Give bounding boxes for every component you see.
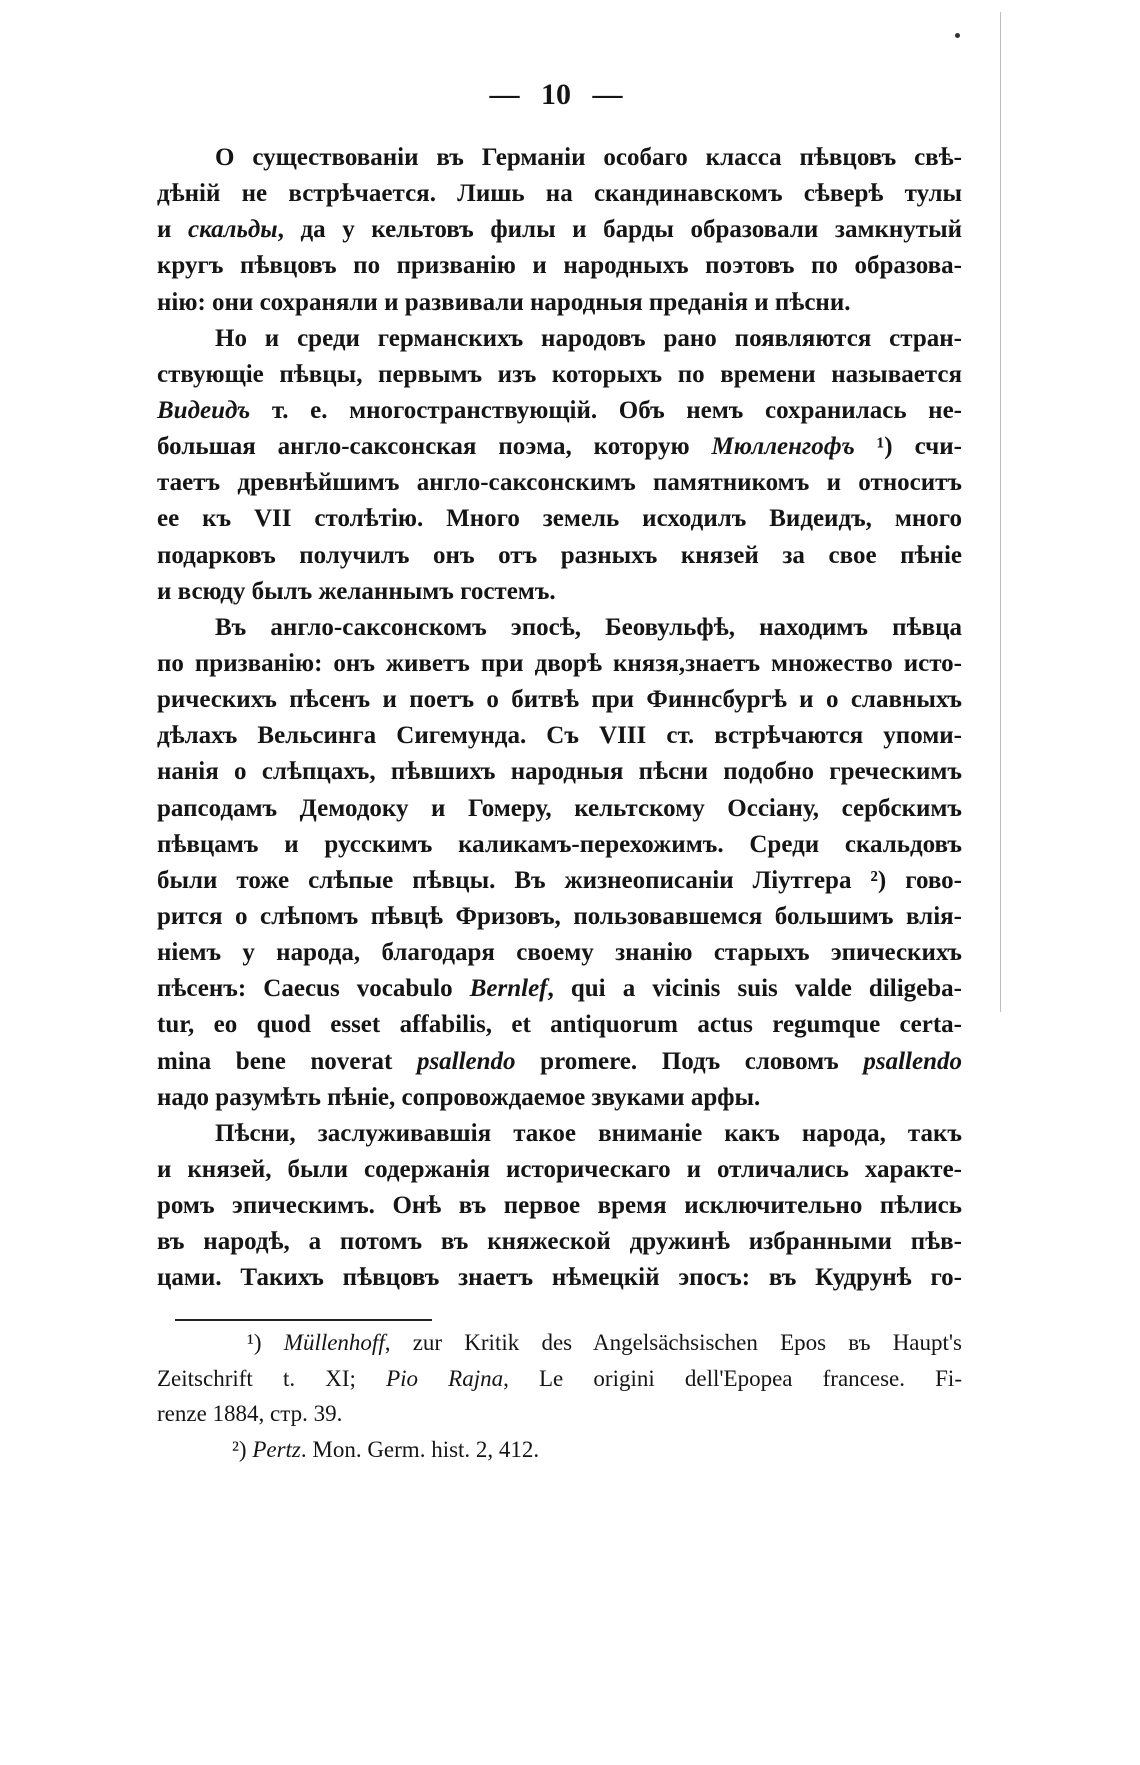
- text-line: [157, 285, 962, 321]
- footnote-line: [157, 1396, 962, 1432]
- text-segment: Пѣсни, заслуживавшія такое вниманіе какъ народа, такъ: [215, 1119, 962, 1147]
- text-segment: , да у кельтовъ филы и барды образовали замкнутый: [277, 216, 962, 244]
- italic-text: Pio Rajna: [386, 1365, 504, 1391]
- text-line: [157, 357, 962, 393]
- footnote-line: [157, 1432, 962, 1468]
- footnote: [157, 1432, 962, 1468]
- text-line: [157, 754, 962, 790]
- text-segment: нію: они сохраняли и развивали народныя преданія и пѣсни.: [157, 288, 851, 316]
- text-line: [157, 610, 962, 646]
- scan-speck: [955, 33, 960, 38]
- text-segment: т. е. многостранствующій. Объ немъ сохранилась не-: [250, 396, 962, 424]
- text-segment: promere. Подъ словомъ: [515, 1047, 864, 1075]
- text-segment: пѣсенъ: Caecus vocabulo: [157, 975, 470, 1003]
- text-segment: Zeitschrift t. XI;: [157, 1365, 387, 1391]
- text-line: [157, 646, 962, 682]
- text-line: [157, 574, 962, 610]
- text-segment: ромъ эпическимъ. Онѣ въ первое время исключительно пѣлись: [157, 1192, 962, 1220]
- text-segment: , zur Kritik des Angelsächsischen Epos въ Haupt's: [384, 1330, 962, 1355]
- text-line: [157, 935, 962, 971]
- text-segment: и князей, были содержанія историческаго и отличались характе-: [157, 1155, 962, 1183]
- text-segment: , Le origini dell'Epopea francese. Fi-: [503, 1365, 962, 1391]
- text-segment: рится о слѣпомъ пѣвцѣ Фризовъ, пользовавшемся большимъ влія-: [157, 902, 962, 930]
- footnote-line: [157, 1325, 962, 1361]
- footnote-marker: ²): [232, 1437, 253, 1463]
- italic-text: Мюлленгофъ: [711, 433, 855, 461]
- text-segment: и: [157, 216, 188, 244]
- text-line: [157, 899, 962, 935]
- text-line: [157, 393, 962, 429]
- text-segment: по призванію: онъ живетъ при дворѣ князя,знаетъ множество исто-: [157, 649, 962, 677]
- text-line: [157, 465, 962, 501]
- text-segment: . Mon. Germ. hist. 2, 412.: [300, 1437, 540, 1463]
- body-text: [157, 140, 962, 1297]
- text-segment: , qui a vicinis suis valde diligeba-: [547, 975, 962, 1003]
- footnote-ref: ¹) счи-: [854, 433, 962, 461]
- text-line: [157, 718, 962, 754]
- text-line: [157, 140, 962, 176]
- paragraph: [157, 321, 962, 610]
- text-line: [157, 1188, 962, 1224]
- footnotes: [157, 1325, 962, 1468]
- text-segment: О существованіи въ Германіи особаго класса пѣвцовъ свѣ-: [215, 144, 962, 171]
- text-line: [157, 971, 962, 1007]
- footnote-separator: [175, 1319, 432, 1321]
- text-segment: рапсодамъ Демодоку и Гомеру, кельтскому Оссіану, сербскимъ: [157, 794, 962, 822]
- text-segment: дѣлахъ Вельсинга Сигемунда. Съ VIII ст. встрѣчаются упоми-: [157, 722, 962, 750]
- text-line: [157, 1224, 962, 1260]
- italic-text: Bernlef: [469, 975, 548, 1003]
- text-segment: и всюду былъ желаннымъ гостемъ.: [157, 577, 556, 605]
- italic-text: psallendo: [416, 1047, 516, 1075]
- text-line: [157, 321, 962, 357]
- text-line: [157, 429, 962, 465]
- italic-text: Видеидъ: [157, 396, 251, 424]
- scan-edge-line: [1000, 12, 1001, 1012]
- italic-text: psallendo: [863, 1047, 962, 1075]
- text-segment: цами. Такихъ пѣвцовъ знаетъ нѣмецкій эпосъ: въ Кудрунѣ го-: [157, 1264, 962, 1292]
- footnote: [157, 1325, 962, 1432]
- footnote-marker: ¹): [247, 1330, 284, 1355]
- text-segment: пѣвцамъ и русскимъ каликамъ-перехожимъ. Среди скальдовъ: [157, 830, 962, 858]
- italic-text: Pertz: [252, 1437, 301, 1463]
- text-line: [157, 1044, 962, 1080]
- italic-text: скальды: [188, 216, 278, 244]
- paragraph: [157, 610, 962, 1116]
- text-segment: дѣній не встрѣчается. Лишь на скандинавскомъ сѣверѣ тулы: [157, 180, 962, 208]
- text-line: [157, 538, 962, 574]
- text-segment: большая англо-саксонская поэма, которую: [157, 433, 712, 461]
- text-line: [157, 1152, 962, 1188]
- text-line: [157, 1116, 962, 1152]
- text-segment: были тоже слѣпые пѣвцы. Въ жизнеописаніи Ліутгера ²) гово-: [157, 866, 962, 894]
- text-segment: ствующіе пѣвцы, первымъ изъ которыхъ по времени называется: [157, 360, 962, 388]
- text-segment: нанія о слѣпцахъ, пѣвшихъ народныя пѣсни подобно греческимъ: [157, 758, 962, 786]
- text-line: [157, 827, 962, 863]
- text-line: [157, 501, 962, 537]
- text-line: [157, 863, 962, 899]
- paragraph: [157, 140, 962, 321]
- text-line: [157, 176, 962, 212]
- text-line: [157, 248, 962, 284]
- text-segment: ніемъ у народа, благодаря своему знанію старыхъ эпическихъ: [157, 939, 962, 967]
- text-line: [157, 1260, 962, 1296]
- paragraph: [157, 1116, 962, 1297]
- text-segment: таетъ древнѣйшимъ англо-саксонскимъ памятникомъ и относитъ: [157, 469, 962, 497]
- text-segment: Въ англо-саксонскомъ эпосѣ, Беовульфѣ, находимъ пѣвца: [215, 613, 962, 641]
- text-segment: ее къ VII столѣтію. Много земель исходилъ Видеидъ, много: [157, 505, 962, 533]
- text-line: [157, 682, 962, 718]
- text-line: [157, 791, 962, 827]
- text-segment: подарковъ получилъ онъ отъ разныхъ князей за свое пѣніе: [157, 541, 962, 569]
- text-segment: tur, eo quod esset affabilis, et antiquorum actus regumque certa-: [157, 1011, 962, 1039]
- text-segment: renze 1884, стр. 39.: [157, 1401, 343, 1427]
- text-segment: въ народѣ, а потомъ въ княжеской дружинѣ избранными пѣв-: [157, 1228, 962, 1256]
- text-segment: Но и среди германскихъ народовъ рано появляются стран-: [215, 324, 962, 352]
- page-number: — 10 —: [489, 78, 623, 111]
- italic-text: Müllenhoff: [283, 1330, 385, 1355]
- text-segment: надо разумѣть пѣніе, сопровождаемое звуками арфы.: [157, 1083, 761, 1111]
- text-segment: mina bene noverat: [157, 1047, 417, 1075]
- text-line: [157, 1007, 962, 1043]
- footnote-line: [157, 1361, 962, 1397]
- text-segment: кругъ пѣвцовъ по призванію и народныхъ поэтовъ по образова-: [157, 252, 962, 280]
- text-line: [157, 212, 962, 248]
- text-segment: рическихъ пѣсенъ и поетъ о битвѣ при Финнсбургѣ и о славныхъ: [157, 686, 962, 714]
- text-line: [157, 1080, 962, 1116]
